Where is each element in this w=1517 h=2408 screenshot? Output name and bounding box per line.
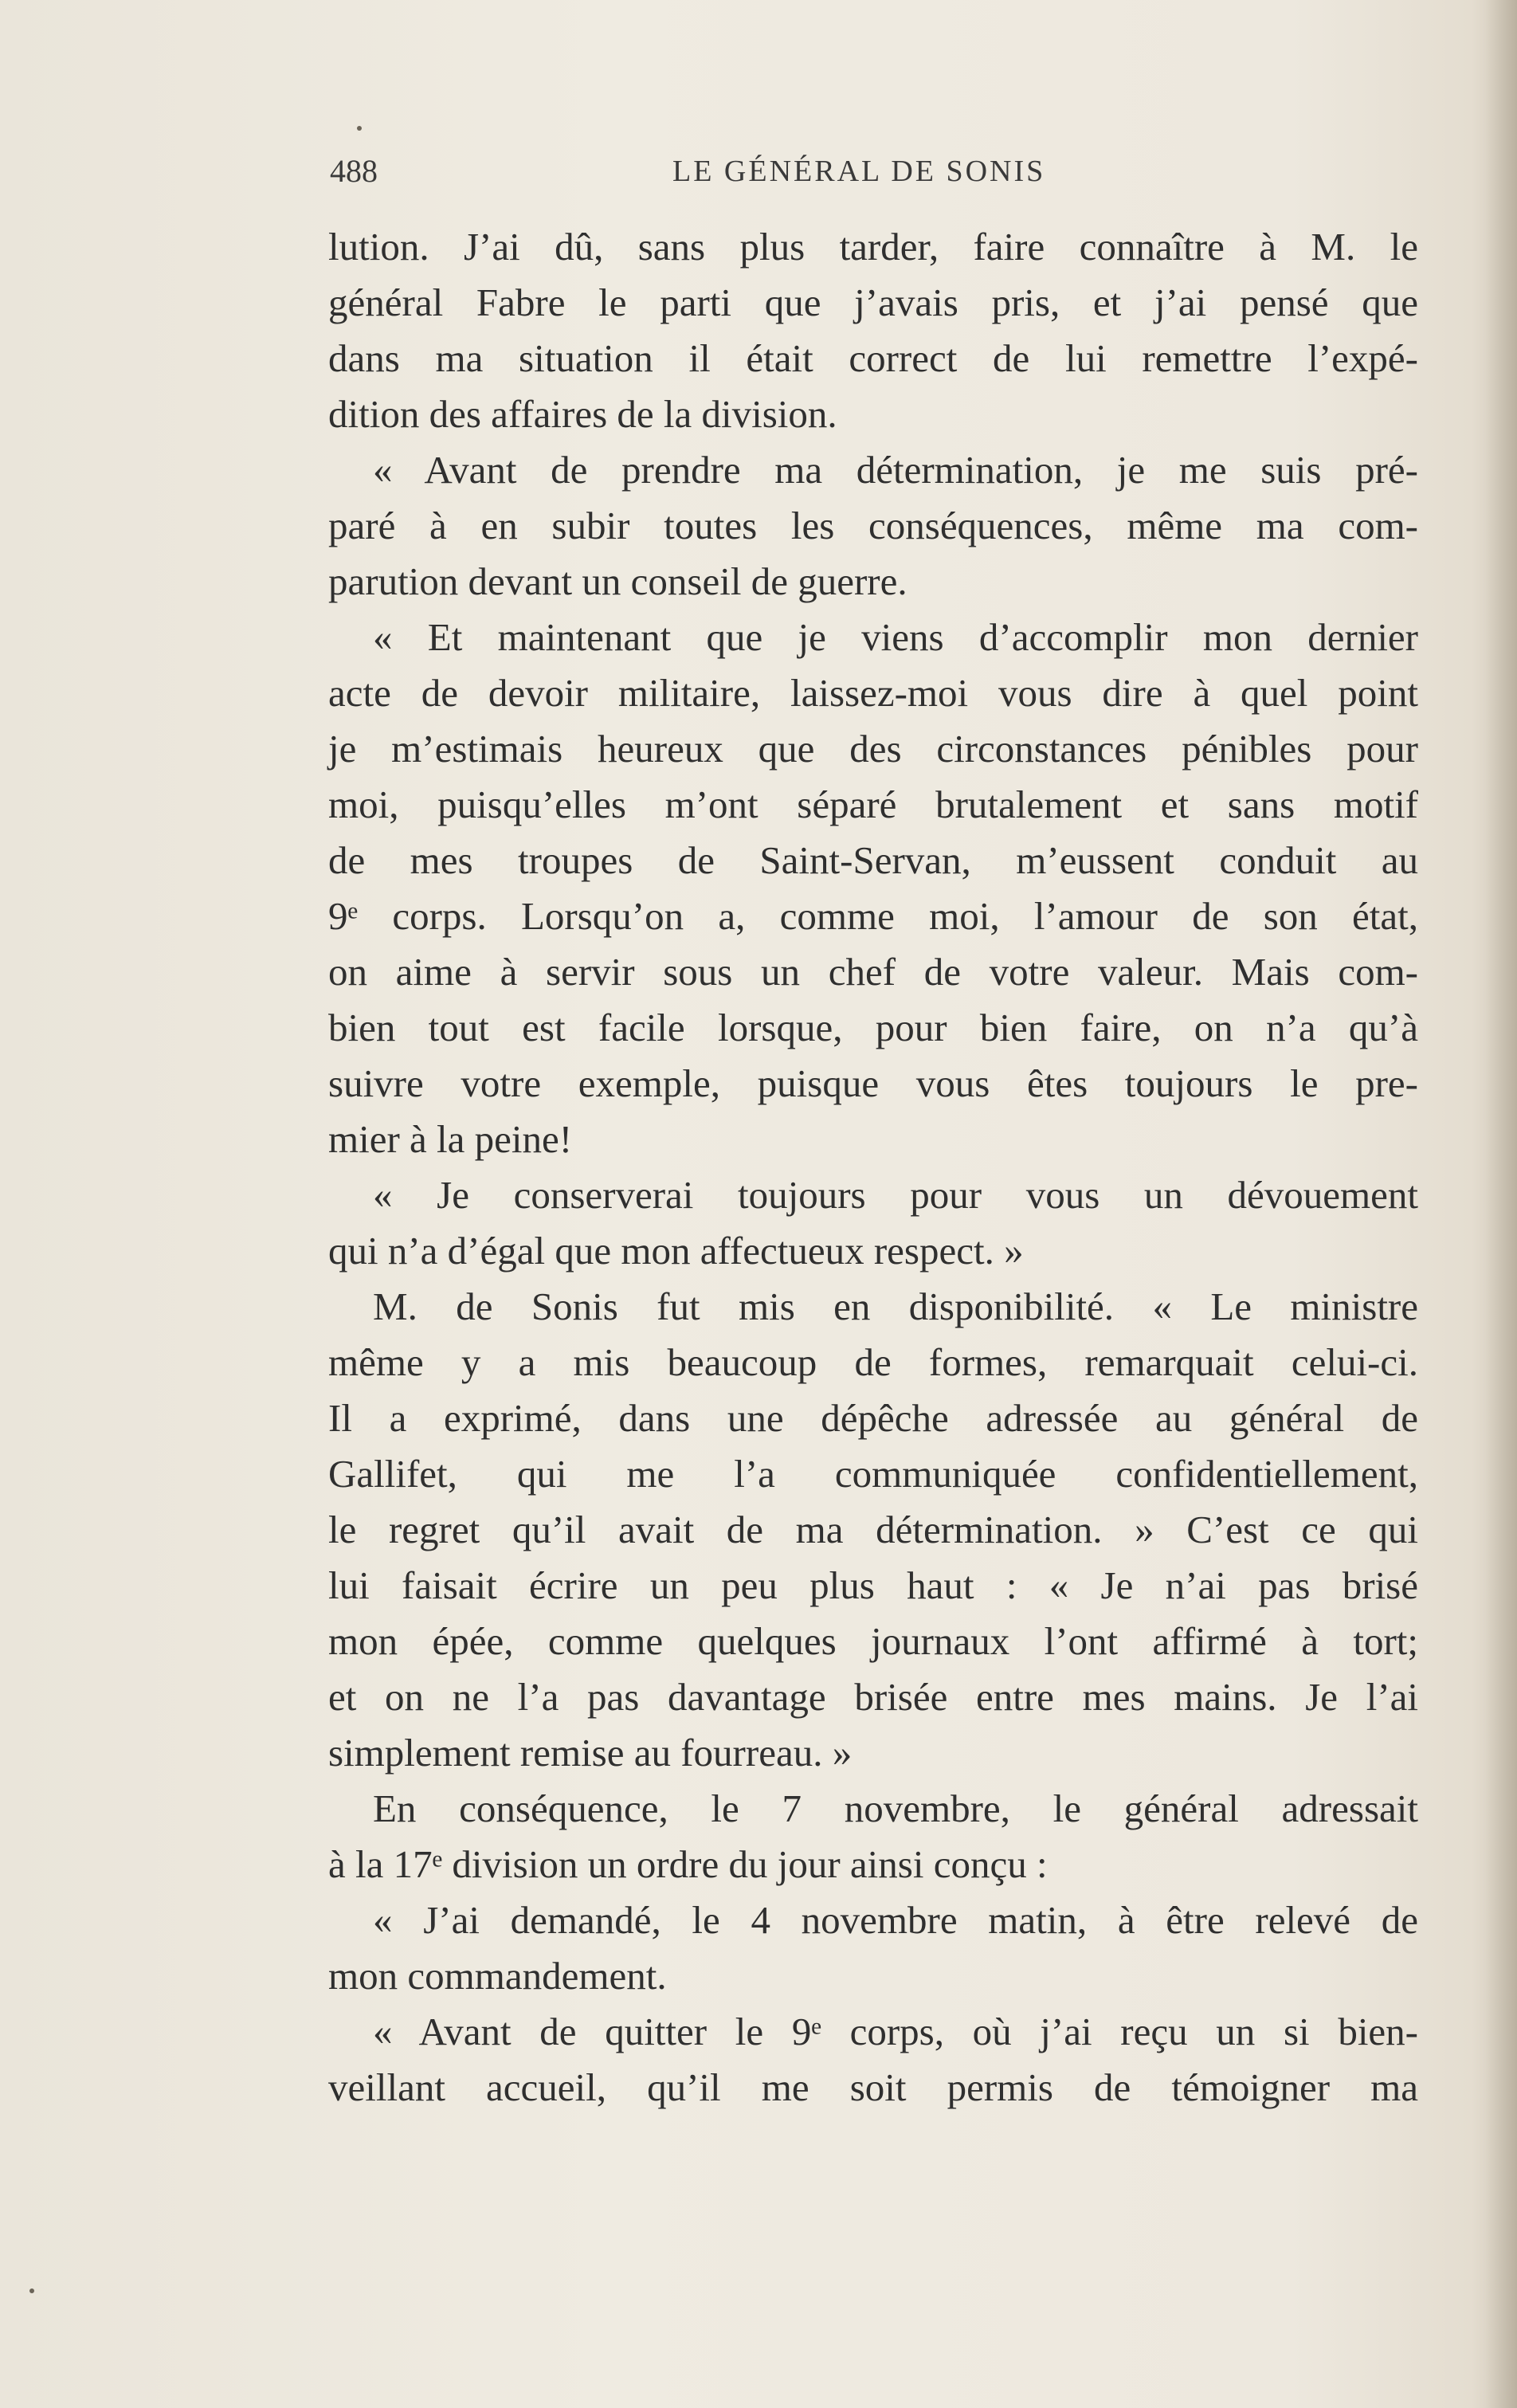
page-number: 488 xyxy=(330,153,378,189)
running-title: LE GÉNÉRAL DE SONIS xyxy=(672,155,1046,188)
page-header xyxy=(330,147,1413,195)
text-line: je m’estimais heureux que des circonstances pénibles pour xyxy=(328,727,1418,771)
text-line: le regret qu’il avait de ma détermination. » C’est ce qui xyxy=(328,1508,1418,1551)
text-line: Il a exprimé, dans une dépêche adressée au général de xyxy=(328,1396,1418,1440)
print-speck xyxy=(357,126,362,131)
text-line: paré à en subir toutes les conséquences, même ma com- xyxy=(328,504,1418,547)
text-line: « Je conserverai toujours pour vous un dévouement xyxy=(373,1173,1418,1217)
text-line: de mes troupes de Saint-Servan, m’eussent conduit au xyxy=(328,838,1418,882)
text-line: En conséquence, le 7 novembre, le général adressait xyxy=(373,1786,1418,1830)
text-line: acte de devoir militaire, laissez-moi vous dire à quel point xyxy=(328,671,1418,715)
text-line: M. de Sonis fut mis en disponibilité. « Le ministre xyxy=(373,1284,1418,1328)
text-line: lui faisait écrire un peu plus haut : « Je n’ai pas brisé xyxy=(328,1563,1418,1607)
body-text xyxy=(328,219,1418,2116)
text-line: simplement remise au fourreau. » xyxy=(328,1731,853,1775)
text-line: à la 17ᵉ division un ordre du jour ainsi conçu : xyxy=(328,1842,1048,1886)
text-line: Gallifet, qui me l’a communiquée confidentiellement, xyxy=(328,1452,1418,1496)
text-line: mon épée, comme quelques journaux l’ont affirmé à tort; xyxy=(328,1619,1418,1663)
text-line: bien tout est facile lorsque, pour bien faire, on n’a qu’à xyxy=(328,1006,1418,1049)
text-line: et on ne l’a pas davantage brisée entre mes mains. Je l’ai xyxy=(328,1675,1418,1719)
text-line: même y a mis beaucoup de formes, remarquait celui-ci. xyxy=(328,1340,1418,1384)
text-line: « Avant de quitter le 9ᵉ corps, où j’ai reçu un si bien- xyxy=(373,2010,1418,2053)
page-edge-shadow xyxy=(1485,0,1517,2408)
text-line: dans ma situation il était correct de lui remettre l’expé- xyxy=(328,336,1418,380)
text-line: « Avant de prendre ma détermination, je me suis pré- xyxy=(373,448,1418,492)
text-line: mier à la peine! xyxy=(328,1117,573,1161)
text-line: 9ᵉ corps. Lorsqu’on a, comme moi, l’amour de son état, xyxy=(328,894,1418,938)
text-line: dition des affaires de la division. xyxy=(328,392,837,436)
text-line: suivre votre exemple, puisque vous êtes toujours le pre- xyxy=(328,1061,1418,1105)
text-line: moi, puisqu’elles m’ont séparé brutalement et sans motif xyxy=(328,782,1418,826)
print-speck xyxy=(29,2288,34,2293)
text-line: on aime à servir sous un chef de votre valeur. Mais com- xyxy=(328,950,1418,994)
text-line: veillant accueil, qu’il me soit permis de témoigner ma xyxy=(328,2065,1418,2109)
text-line: « Et maintenant que je viens d’accomplir mon dernier xyxy=(373,615,1418,659)
text-line: « J’ai demandé, le 4 novembre matin, à être relevé de xyxy=(373,1898,1418,1942)
text-line: parution devant un conseil de guerre. xyxy=(328,559,907,603)
text-line: mon commandement. xyxy=(328,1954,667,1998)
text-line: qui n’a d’égal que mon affectueux respect. » xyxy=(328,1229,1024,1273)
text-line: lution. J’ai dû, sans plus tarder, faire connaître à M. le xyxy=(328,225,1418,269)
text-line: général Fabre le parti que j’avais pris, et j’ai pensé que xyxy=(328,280,1418,324)
